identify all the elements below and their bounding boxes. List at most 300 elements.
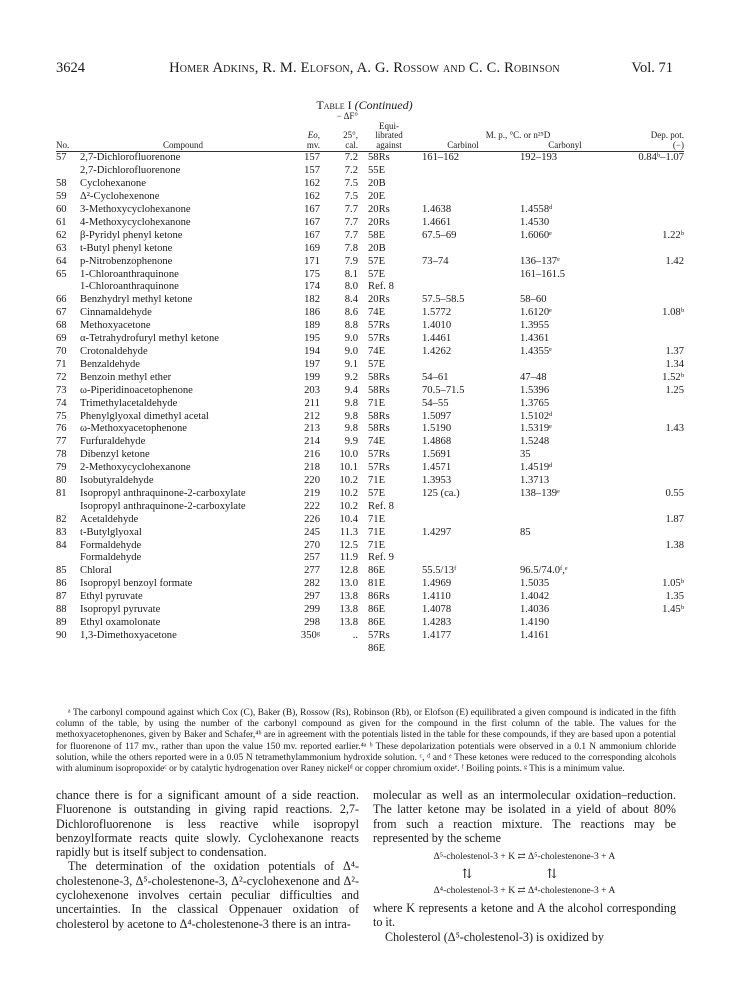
cell-number: 81 — [56, 487, 67, 499]
header-e-unit: mv. — [286, 141, 320, 152]
cell-free-energy: 8.1 — [344, 268, 358, 280]
cell-carbinol — [416, 178, 510, 191]
table-row — [56, 552, 684, 565]
cell-carbinol: 125 (ca.) — [422, 487, 460, 499]
cell-dep-pot — [620, 565, 684, 578]
cell-carbinol — [416, 540, 510, 553]
cell-potential: 297 — [304, 591, 320, 603]
cell-carbonyl — [510, 552, 620, 565]
table-row — [56, 540, 684, 553]
scheme-equation: Δ⁵-cholestenol-3 + K ⇄ Δ⁵-cholestenone-3 + A — [433, 851, 616, 863]
paragraph: chance there is for a significant amount of a side reaction. Fluorenone is outstanding in giving rapid reactions. 2,7-Dichlorofluorenone is less reactive while isopropyl benzoylformate reacts quite slowly. Cyclohexanone reacts rapidly but is itself subject to condensation. — [56, 788, 359, 860]
cell-dep-pot — [620, 462, 684, 475]
cell-carbinol: 1.4661 — [422, 216, 452, 228]
cell-carbonyl — [510, 501, 620, 514]
cell-potential: 222 — [304, 500, 320, 512]
header-eo: Eo, — [307, 130, 320, 141]
cell-carbonyl: 47–48 — [520, 371, 547, 383]
table-row — [56, 398, 684, 411]
cell-number: 76 — [56, 423, 67, 435]
cell-equilibrated: 86E — [368, 604, 386, 616]
table-row — [56, 178, 684, 191]
paragraph: where K represents a ketone and A the alcohol corresponding to it. — [373, 901, 676, 930]
cell-free-energy: 8.6 — [344, 307, 358, 319]
cell-number: 80 — [56, 475, 67, 487]
cell-potential: 189 — [304, 320, 320, 332]
cell-carbinol — [416, 191, 510, 204]
table-row — [56, 630, 684, 643]
cell-equilibrated: 55E — [368, 165, 386, 177]
cell-dep-pot: 1.35 — [665, 591, 684, 603]
cell-potential: 167 — [304, 204, 320, 215]
cell-compound: Isopropyl pyruvate — [80, 604, 161, 616]
cell-dep-pot: 1.22ᵇ — [662, 229, 684, 241]
cell-free-energy: 9.8 — [344, 423, 358, 435]
cell-compound: Isopropyl anthraquinone-2-carboxylate — [80, 500, 246, 512]
cell-number: 87 — [56, 591, 67, 603]
cell-dep-pot: 1.45ᵇ — [662, 604, 684, 616]
table-row — [56, 385, 684, 398]
cell-carbonyl: 1.4190 — [520, 617, 550, 628]
table-label: Table I — [316, 98, 352, 112]
cell-carbinol: 1.4969 — [422, 578, 452, 590]
cell-free-energy: 9.1 — [344, 358, 358, 370]
table-row — [56, 617, 684, 630]
cell-number: 62 — [56, 229, 67, 241]
cell-carbonyl: 136–137ᵉ — [520, 255, 560, 267]
cell-equilibrated: Ref. 8 — [368, 500, 394, 512]
table-footnotes: ᵃ The carbonyl compound against which Cox (C), Baker (B), Rossow (Rs), Robinson (Rb), or Elofson (E) equilibrated a given compound is indicated in the fifth column of the table, by using the number of the carbonyl compound as given for the compound in the first column of the table. The values for the methoxyacetophenones, given by Baker and Schafer,⁴ᵇ are in agreement with the potentials listed in the table for these compounds, if they are based upon a potential for fluorenone of 117 mv., rather than upon the value 150 mv. reported earlier.⁴ᵃ ᵇ These depolarization potentials were observed in a 0.1 N ammonium chloride solution, while the others reported were in a 0.05 N tetramethylammonium hydroxide solution. ᶜ, ᵈ and ᵉ These ketones were reduced to the corresponding alcohols with aluminum isopropoxideᶜ or by catalytic hydrogenation over Raney nickelᵈ or copper chromium oxideᵉ. ᶠ Boiling points. ᵍ This is a minimum value. — [56, 708, 676, 775]
cell-dep-pot: 0.84ᵇ–1.07 — [638, 152, 684, 164]
cell-compound: Benzoin methyl ether — [80, 371, 172, 383]
cell-carbonyl — [510, 243, 620, 256]
cell-potential: 182 — [304, 294, 320, 306]
cell-potential: 220 — [304, 475, 320, 487]
cell-free-energy: 9.9 — [344, 436, 358, 448]
cell-carbonyl: 1.4519ᵈ — [520, 462, 553, 474]
cell-equilibrated: 20Rs — [368, 216, 390, 228]
cell-dep-pot — [620, 243, 684, 256]
cell-compound: β-Pyridyl phenyl ketone — [80, 229, 183, 241]
cell-dep-pot — [620, 281, 684, 294]
table-row — [56, 307, 684, 320]
cell-carbinol — [416, 643, 510, 656]
cell-free-energy: 9.4 — [344, 384, 358, 396]
cell-potential: 171 — [304, 255, 320, 267]
table-caption — [0, 98, 729, 113]
cell-equilibrated: 20Rs — [368, 294, 390, 306]
cell-carbinol — [416, 359, 510, 372]
cell-carbonyl — [510, 540, 620, 553]
cell-dep-pot: 1.08ᵇ — [662, 307, 684, 319]
cell-compound: Acetaldehyde — [80, 513, 139, 525]
cell-equilibrated: 20B — [368, 242, 386, 254]
cell-carbonyl — [510, 165, 620, 178]
cell-potential: 299 — [304, 604, 320, 616]
cell-potential: 186 — [304, 307, 320, 319]
table-row — [56, 333, 684, 346]
cell-compound: ω-Piperidinoacetophenone — [80, 384, 193, 396]
cell-free-energy: 9.0 — [344, 345, 358, 357]
cell-equilibrated: 57Rs — [368, 629, 390, 641]
cell-number: 59 — [56, 191, 67, 203]
cell-carbinol: 1.4262 — [422, 345, 452, 357]
cell-potential: 167 — [304, 229, 320, 241]
cell-carbonyl: 1.6120ᵉ — [520, 307, 552, 319]
cell-equilibrated: 71E — [368, 513, 386, 525]
cell-potential: 213 — [304, 423, 320, 435]
cell-dep-pot: 1.34 — [665, 358, 684, 370]
cell-carbinol — [416, 281, 510, 294]
cell-number: 83 — [56, 526, 67, 538]
cell-potential: 194 — [304, 345, 320, 357]
cell-equilibrated: 57E — [368, 358, 386, 370]
cell-carbonyl: 1.4161 — [520, 629, 550, 641]
cell-compound: Ethyl oxamolonate — [80, 617, 161, 628]
cell-carbonyl: 1.5396 — [520, 384, 550, 396]
table-row — [56, 269, 684, 282]
cell-compound: Dibenzyl ketone — [80, 449, 150, 461]
cell-carbinol — [416, 165, 510, 178]
cell-potential: 157 — [304, 165, 320, 177]
cell-equilibrated: 58E — [368, 229, 386, 241]
cell-number: 64 — [56, 255, 67, 267]
cell-potential: 298 — [304, 617, 320, 628]
cell-dep-pot: 1.25 — [665, 384, 684, 396]
cell-number — [56, 281, 80, 294]
cell-dep-pot — [620, 191, 684, 204]
cell-free-energy: 10.0 — [339, 449, 358, 461]
cell-carbinol: 67.5–69 — [422, 229, 457, 241]
cell-compound: Formaldehyde — [80, 539, 142, 551]
cell-carbinol: 1.4283 — [422, 617, 452, 628]
cell-free-energy: 9.0 — [344, 333, 358, 345]
cell-equilibrated: 71E — [368, 397, 386, 409]
cell-number: 77 — [56, 436, 67, 448]
cell-compound: Ethyl pyruvate — [80, 591, 143, 603]
cell-equilibrated: 57E — [368, 255, 386, 267]
table-row — [56, 320, 684, 333]
cell-potential: 245 — [304, 526, 320, 538]
table-row — [56, 165, 684, 178]
cell-carbinol: 1.5691 — [422, 449, 452, 461]
cell-number: 57 — [56, 152, 67, 164]
cell-number: 67 — [56, 307, 67, 319]
cell-number: 72 — [56, 371, 67, 383]
paragraph: The determination of the oxidation potentials of Δ⁴-cholestenone-3, Δ⁵-cholestenone-3, Δ²-cyclohexenone and Δ²-cyclohexenone involves certain peculiar difficulties and uncertainties. In the classical Oppenauer oxidation of cholesterol by acetone to Δ⁴-cholestenone-3 there is an intra- — [56, 859, 359, 931]
cell-free-energy: 13.0 — [339, 578, 358, 590]
cell-number: 61 — [56, 216, 67, 228]
cell-equilibrated: 57E — [368, 487, 386, 499]
cell-free-energy: 13.8 — [339, 617, 358, 628]
cell-carbonyl: 1.4355ᵉ — [520, 345, 552, 357]
cell-compound: α-Tetrahydrofuryl methyl ketone — [80, 333, 219, 345]
table-row — [56, 191, 684, 204]
cell-dep-pot — [620, 630, 684, 643]
cell-number — [56, 165, 80, 178]
cell-carbonyl: 35 — [520, 449, 531, 461]
header-f-unit: cal. — [320, 141, 358, 152]
cell-number: 66 — [56, 294, 67, 306]
table-row — [56, 527, 684, 540]
header-equi: Equi- librated — [375, 120, 403, 141]
cell-potential: 174 — [304, 281, 320, 293]
cell-equilibrated: 57E — [368, 268, 386, 280]
cell-compound: 3-Methoxycyclohexanone — [80, 204, 191, 215]
table-row — [56, 204, 684, 217]
cell-carbinol: 1.4078 — [422, 604, 452, 616]
cell-potential: 199 — [304, 371, 320, 383]
cell-free-energy — [320, 643, 358, 656]
cell-number: 85 — [56, 565, 67, 577]
cell-carbinol: 70.5–71.5 — [422, 384, 465, 396]
cell-number: 73 — [56, 384, 67, 396]
cell-potential: 277 — [304, 565, 320, 577]
table-row — [56, 281, 684, 294]
cell-dep-pot: 1.43 — [665, 423, 684, 435]
cell-number: 70 — [56, 345, 67, 357]
cell-equilibrated: 86E — [368, 565, 386, 577]
header-deppot: Dep. pot. — [650, 130, 684, 141]
cell-number: 75 — [56, 410, 67, 422]
cell-carbinol: 1.5190 — [422, 423, 452, 435]
header-against: against — [358, 141, 416, 152]
table-row — [56, 591, 684, 604]
table-row — [56, 436, 684, 449]
cell-potential: 211 — [304, 397, 320, 409]
cell-free-energy: 7.7 — [344, 216, 358, 228]
cell-carbonyl: 1.4042 — [520, 591, 550, 603]
paragraph: Cholesterol (Δ⁵-cholestenol-3) is oxidized by — [385, 929, 604, 944]
cell-carbinol — [416, 269, 510, 282]
cell-free-energy: 8.8 — [344, 320, 358, 332]
cell-free-energy: 8.0 — [344, 281, 358, 293]
cell-potential: 197 — [304, 358, 320, 370]
cell-carbonyl: 1.5102ᵈ — [520, 410, 553, 422]
cell-carbinol: 55.5/13ᶠ — [422, 565, 457, 577]
table-row — [56, 604, 684, 617]
cell-equilibrated: 58Rs — [368, 410, 390, 422]
cell-number — [56, 643, 80, 656]
cell-compound: Isopropyl benzoyl formate — [80, 578, 193, 590]
cell-carbonyl: 1.5248 — [520, 436, 550, 448]
cell-carbinol — [416, 514, 510, 527]
volume-label: Vol. 71 — [631, 60, 673, 76]
cell-compound: Cyclohexanone — [80, 178, 146, 190]
cell-equilibrated: 58Rs — [368, 384, 390, 396]
header-dp-sign: (−) — [620, 141, 684, 152]
author-line: Homer Adkins, R. M. Elofson, A. G. Rossow and C. C. Robinson — [169, 60, 560, 76]
cell-equilibrated: 57Rs — [368, 449, 390, 461]
table-row — [56, 462, 684, 475]
cell-number: 82 — [56, 513, 67, 525]
cell-free-energy: .. — [352, 629, 358, 641]
table-row — [56, 346, 684, 359]
cell-free-energy: 7.7 — [344, 204, 358, 215]
cell-compound: Δ²-Cyclohexenone — [80, 191, 160, 203]
cell-number: 68 — [56, 320, 67, 332]
cell-carbinol: 1.3953 — [422, 475, 452, 487]
table-row — [56, 230, 684, 243]
cell-compound: 2,7-Dichlorofluorenone — [80, 152, 181, 164]
cell-potential: 162 — [304, 191, 320, 203]
cell-carbinol: 1.4297 — [422, 526, 452, 538]
table-row — [56, 514, 684, 527]
cell-number: 79 — [56, 462, 67, 474]
cell-carbonyl: 161–161.5 — [520, 268, 566, 280]
cell-free-energy: 7.7 — [344, 229, 358, 241]
scheme-equation: Δ⁴-cholestenol-3 + K ⇄ Δ⁴-cholestenone-3 + A — [433, 885, 616, 897]
cell-carbinol: 1.4110 — [422, 591, 451, 603]
table-row — [56, 372, 684, 385]
cell-carbinol: 1.4868 — [422, 436, 452, 448]
cell-compound — [80, 643, 286, 656]
cell-carbinol: 1.4010 — [422, 320, 452, 332]
cell-free-energy: 13.8 — [339, 591, 358, 603]
cell-carbonyl: 1.5035 — [520, 578, 550, 590]
cell-compound: Trimethylacetaldehyde — [80, 397, 178, 409]
cell-free-energy: 12.8 — [339, 565, 358, 577]
header-deltaf: − ΔF° — [336, 111, 358, 121]
cell-carbonyl: 192–193 — [520, 152, 558, 164]
cell-number — [56, 501, 80, 514]
cell-carbinol: 1.4638 — [422, 204, 452, 215]
cell-dep-pot — [620, 178, 684, 191]
table-row — [56, 475, 684, 488]
cell-carbinol: 54–55 — [422, 397, 449, 409]
cell-carbonyl — [510, 359, 620, 372]
cell-compound: Benzaldehyde — [80, 358, 141, 370]
cell-dep-pot: 1.87 — [665, 513, 684, 525]
table-row — [56, 411, 684, 424]
cell-compound: Isopropyl anthraquinone-2-carboxylate — [80, 487, 246, 499]
table-header — [56, 112, 684, 152]
cell-potential: 219 — [304, 487, 320, 499]
cell-compound: Furfuraldehyde — [80, 436, 146, 448]
header-compound: Compound — [80, 141, 286, 152]
cell-carbonyl: 1.4558ᵈ — [520, 204, 553, 215]
header-temp: 25°, — [343, 130, 358, 141]
cell-compound: 2,7-Dichlorofluorenone — [80, 165, 181, 177]
table-row — [56, 359, 684, 372]
table-row — [56, 449, 684, 462]
cell-carbonyl: 138–139ᵉ — [520, 487, 560, 499]
table-row — [56, 217, 684, 230]
cell-dep-pot: 0.55 — [665, 487, 684, 499]
cell-carbinol — [416, 501, 510, 514]
cell-equilibrated: 86E — [368, 642, 386, 654]
cell-potential: 350ᵍ — [300, 629, 320, 641]
cell-free-energy: 7.5 — [344, 178, 358, 190]
paragraph: molecular as well as an intermolecular oxidation–reduction. The latter ketone may be isolated in a yield of about 80% from such a reaction mixture. The reactions may be represented by the scheme — [373, 788, 676, 845]
table-continued: (Continued) — [354, 98, 413, 112]
cell-free-energy: 9.8 — [344, 397, 358, 409]
cell-number: 71 — [56, 358, 67, 370]
cell-number: 86 — [56, 578, 67, 590]
cell-free-energy: 10.2 — [339, 500, 358, 512]
cell-dep-pot: 1.38 — [665, 539, 684, 551]
cell-carbonyl: 1.3955 — [520, 320, 550, 332]
cell-equilibrated: 74E — [368, 345, 386, 357]
page-number: 3624 — [56, 60, 85, 76]
cell-dep-pot — [620, 449, 684, 462]
cell-carbinol: 73–74 — [422, 255, 449, 267]
cell-dep-pot — [620, 552, 684, 565]
cell-compound: ω-Methoxyacetophenone — [80, 423, 187, 435]
scheme-equilibrium-arrows: ⇅⇅ — [461, 866, 632, 882]
cell-potential: 214 — [304, 436, 320, 448]
cell-carbonyl — [510, 643, 620, 656]
cell-carbonyl: 1.4530 — [520, 216, 550, 228]
cell-free-energy: 13.8 — [339, 604, 358, 616]
table-row — [56, 256, 684, 269]
table-row — [56, 243, 684, 256]
body-column-right — [373, 788, 676, 944]
cell-dep-pot — [620, 411, 684, 424]
cell-number: 84 — [56, 539, 67, 551]
table-row — [56, 488, 684, 501]
cell-carbonyl — [510, 281, 620, 294]
cell-equilibrated: Ref. 8 — [368, 281, 394, 293]
cell-carbonyl: 1.4036 — [520, 604, 550, 616]
cell-potential: 257 — [304, 552, 320, 564]
cell-carbinol: 1.4177 — [422, 629, 452, 641]
cell-potential: 195 — [304, 333, 320, 345]
cell-compound: Cinnamaldehyde — [80, 307, 152, 319]
cell-dep-pot — [620, 320, 684, 333]
cell-equilibrated: 20B — [368, 178, 386, 190]
table-row — [56, 565, 684, 578]
table-body — [56, 152, 684, 656]
table-row — [56, 578, 684, 591]
cell-carbinol — [416, 552, 510, 565]
cell-carbinol: 161–162 — [422, 152, 460, 164]
cell-potential — [286, 643, 320, 656]
cell-dep-pot — [620, 217, 684, 230]
cell-equilibrated: 74E — [368, 307, 386, 319]
cell-equilibrated: 57Rs — [368, 333, 390, 345]
cell-free-energy: 12.5 — [339, 539, 358, 551]
cell-number: 88 — [56, 604, 67, 616]
cell-potential: 282 — [304, 578, 320, 590]
table-row — [56, 152, 684, 165]
cell-compound: t-Butyl phenyl ketone — [80, 242, 173, 254]
cell-number — [56, 552, 80, 565]
cell-dep-pot — [620, 436, 684, 449]
cell-number: 69 — [56, 333, 67, 345]
cell-dep-pot: 1.42 — [665, 255, 684, 267]
cell-free-energy: 10.2 — [339, 475, 358, 487]
cell-carbonyl: 96.5/74.0ᶠ,ᵉ — [520, 565, 568, 577]
cell-free-energy: 7.9 — [344, 255, 358, 267]
cell-carbinol: 1.5772 — [422, 307, 452, 319]
cell-dep-pot — [620, 501, 684, 514]
cell-carbonyl: 1.3765 — [520, 397, 550, 409]
cell-potential: 226 — [304, 513, 320, 525]
cell-free-energy: 7.8 — [344, 242, 358, 254]
cell-number: 65 — [56, 268, 67, 280]
cell-carbinol: 1.4461 — [422, 333, 452, 345]
cell-dep-pot — [620, 204, 684, 217]
header-mp-group: M. p., °C. or n²⁵D — [485, 130, 551, 141]
cell-equilibrated: 57Rs — [368, 462, 390, 474]
cell-dep-pot — [620, 617, 684, 630]
cell-potential: 175 — [304, 268, 320, 280]
cell-compound: Formaldehyde — [80, 552, 142, 564]
cell-equilibrated: 57Rs — [368, 320, 390, 332]
cell-free-energy: 9.8 — [344, 410, 358, 422]
cell-carbinol: 54–61 — [422, 371, 449, 383]
